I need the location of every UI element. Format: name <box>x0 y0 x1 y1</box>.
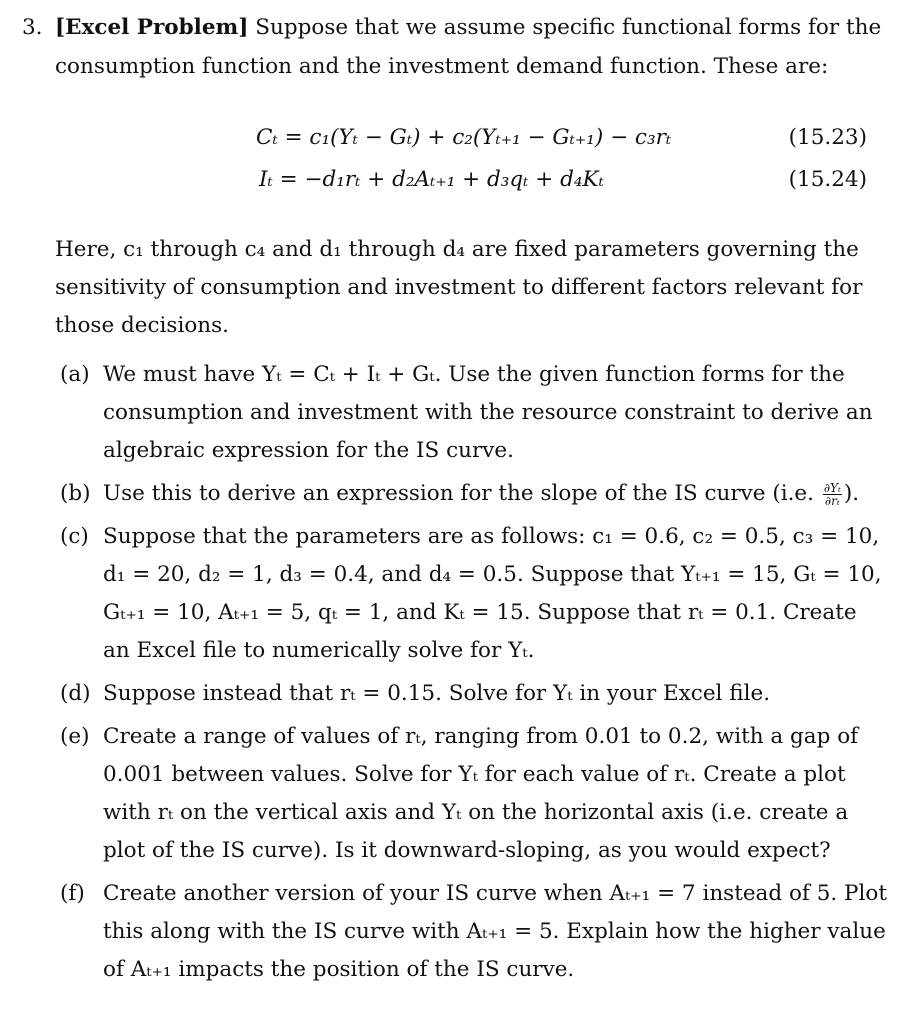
part-d-line-1: Suppose instead that rₜ = 0.15. Solve for Yₜ in your Excel file. <box>103 681 771 706</box>
part-b-label: (b) <box>60 481 91 506</box>
part-f-line-1: Create another version of your IS curve when Aₜ₊₁ = 7 instead of 5. Plot <box>103 881 887 906</box>
part-d-label: (d) <box>60 681 91 706</box>
problem-number: 3. <box>22 15 43 40</box>
problem-tag: [Excel Problem] <box>55 15 249 40</box>
part-a-line-2: consumption and investment with the resource constraint to derive an <box>103 400 873 425</box>
part-e-line-2: 0.001 between values. Solve for Yₜ for each value of rₜ. Create a plot <box>103 762 846 787</box>
fraction-denominator: ∂rₜ <box>824 493 840 508</box>
equation-number-15-23: (15.23) <box>788 125 867 150</box>
partial-derivative-fraction <box>823 482 842 507</box>
paragraph-line-3: those decisions. <box>55 313 229 338</box>
equation-15-24: Iₜ = −d₁rₜ + d₂Aₜ₊₁ + d₃qₜ + d₄Kₜ <box>259 167 604 192</box>
part-e-label: (e) <box>60 724 90 749</box>
part-c-line-1: Suppose that the parameters are as follows: c₁ = 0.6, c₂ = 0.5, c₃ = 10, <box>103 524 880 549</box>
part-b-text: Use this to derive an expression for the slope of the IS curve (i.e. <box>103 481 814 506</box>
part-c-line-3: Gₜ₊₁ = 10, Aₜ₊₁ = 5, qₜ = 1, and Kₜ = 15. Suppose that rₜ = 0.1. Create <box>103 600 857 625</box>
part-f-line-2: this along with the IS curve with Aₜ₊₁ = 5. Explain how the higher value <box>103 919 886 944</box>
equation-15-23: Cₜ = c₁(Yₜ − Gₜ) + c₂(Yₜ₊₁ − Gₜ₊₁) − c₃rₜ <box>256 125 672 150</box>
part-b-tail: ). <box>843 481 860 506</box>
problem-intro-line-2: consumption function and the investment demand function. These are: <box>55 54 829 79</box>
part-a-line-1: We must have Yₜ = Cₜ + Iₜ + Gₜ. Use the given function forms for the <box>103 362 845 387</box>
problem-intro-text-1: Suppose that we assume specific functional forms for the <box>255 15 882 40</box>
part-b-line-1 <box>103 480 859 508</box>
paragraph-line-2: sensitivity of consumption and investment to different factors relevant for <box>55 275 863 300</box>
paragraph-line-1: Here, c₁ through c₄ and d₁ through d₄ are fixed parameters governing the <box>55 237 859 262</box>
part-c-line-4: an Excel file to numerically solve for Yₜ. <box>103 638 535 663</box>
part-c-label: (c) <box>60 524 89 549</box>
equation-number-15-24: (15.24) <box>788 167 867 192</box>
part-a-label: (a) <box>60 362 90 387</box>
part-f-line-3: of Aₜ₊₁ impacts the position of the IS curve. <box>103 957 575 982</box>
part-e-line-4: plot of the IS curve). Is it downward-sloping, as you would expect? <box>103 838 831 863</box>
part-c-line-2: d₁ = 20, d₂ = 1, d₃ = 0.4, and d₄ = 0.5. Suppose that Yₜ₊₁ = 15, Gₜ = 10, <box>103 562 882 587</box>
part-e-line-3: with rₜ on the vertical axis and Yₜ on the horizontal axis (i.e. create a <box>103 800 849 825</box>
part-a-line-3: algebraic expression for the IS curve. <box>103 438 514 463</box>
problem-intro-line-1 <box>55 14 881 42</box>
fraction-numerator: ∂Yₜ <box>823 480 841 495</box>
part-f-label: (f) <box>60 881 85 906</box>
part-e-line-1: Create a range of values of rₜ, ranging from 0.01 to 0.2, with a gap of <box>103 724 859 749</box>
